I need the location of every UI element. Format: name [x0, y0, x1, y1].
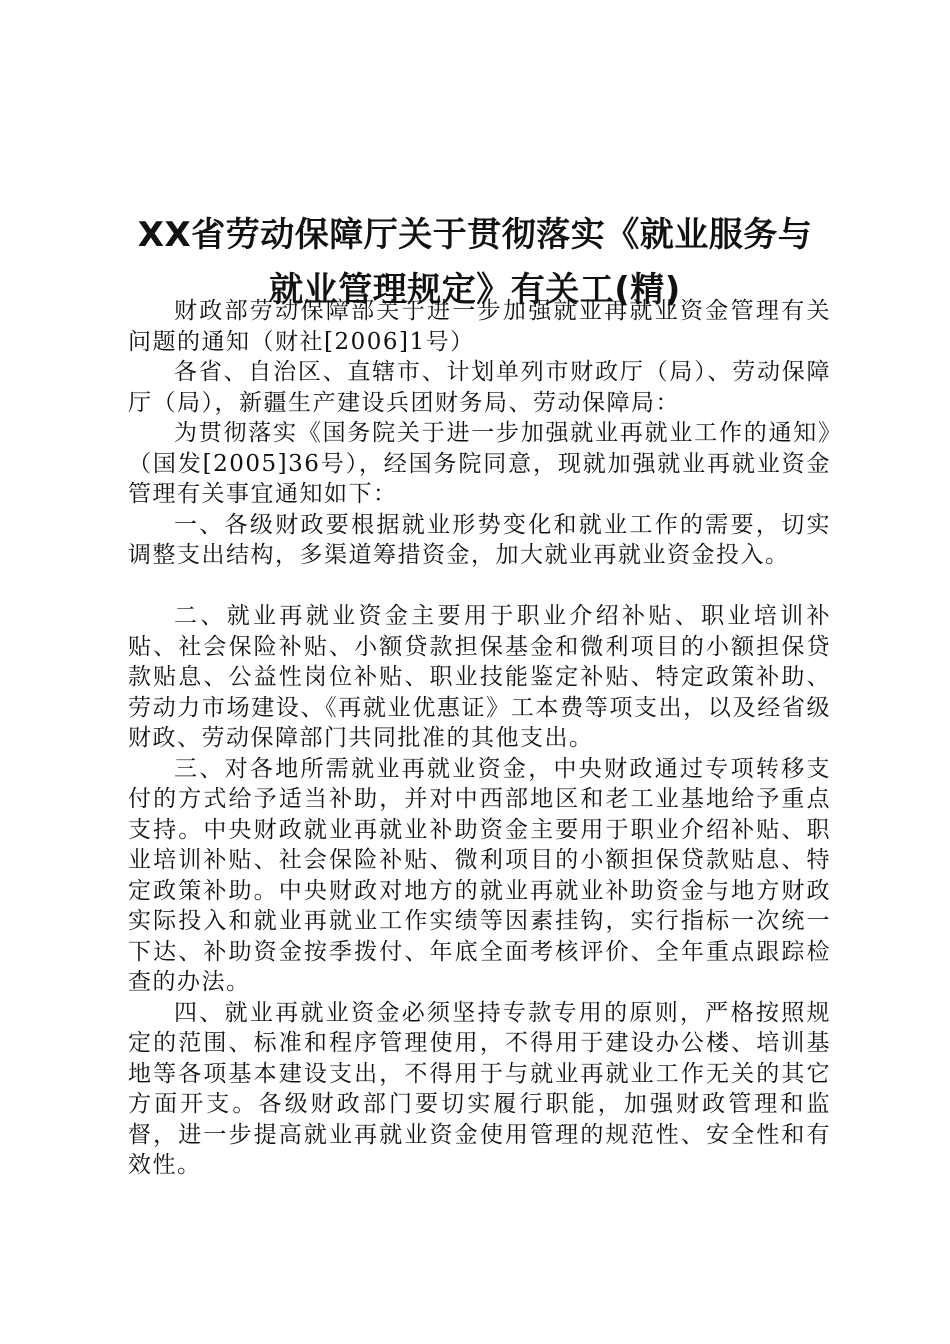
- paragraph-notice-title: 财政部劳动保障部关于进一步加强就业再就业资金管理有关问题的通知（财社[2006]1号）: [128, 298, 831, 355]
- title-line-2: 就业管理规定》有关工(精): [269, 269, 681, 310]
- paragraph-item-2: 二、就业再就业资金主要用于职业介绍补贴、职业培训补贴、社会保险补贴、小额贷款担保基金和微利项目的小额担保贷款贴息、公益性岗位补贴、职业技能鉴定补贴、特定政策补助、劳动力市场建设、《再就业优惠证》工本费等项支出，以及经省级财政、劳动保障部门共同批准的其他支出。: [128, 603, 831, 751]
- paragraph-preamble: 为贯彻落实《国务院关于进一步加强就业再就业工作的通知》（国发[2005]36号），经国务院同意，现就加强就业再就业资金管理有关事宜通知如下：: [128, 420, 831, 507]
- paragraph-recipients: 各省、自治区、直辖市、计划单列市财政厅（局）、劳动保障厅（局），新疆生产建设兵团财务局、劳动保障局：: [128, 359, 831, 416]
- paragraph-item-1: 一、各级财政要根据就业形势变化和就业工作的需要，切实调整支出结构，多渠道筹措资金，加大就业再就业资金投入。: [128, 511, 831, 568]
- paragraph-item-4: 四、就业再就业资金必须坚持专款专用的原则，严格按照规定的范围、标准和程序管理使用，不得用于建设办公楼、培训基地等各项基本建设支出，不得用于与就业再就业工作无关的其它方面开支。各级财政部门要切实履行职能，加强财政管理和监督，进一步提高就业再就业资金使用管理的规范性、安全性和有效性。: [128, 999, 831, 1178]
- paragraph-item-3: 三、对各地所需就业再就业资金，中央财政通过专项转移支付的方式给予适当补助，并对中西部地区和老工业基地给予重点支持。中央财政就业再就业补助资金主要用于职业介绍补贴、职业培训补贴、社会保险补贴、微利项目的小额担保贷款贴息、特定政策补助。中央财政对地方的就业再就业补助资金与地方财政实际投入和就业再就业工作实绩等因素挂钩，实行指标一次统一下达、补助资金按季拨付、年底全面考核评价、全年重点跟踪检查的办法。: [128, 755, 831, 995]
- document-body: [128, 296, 831, 1181]
- title-line-1: XX省劳动保障厅关于贯彻落实《就业服务与: [137, 214, 813, 255]
